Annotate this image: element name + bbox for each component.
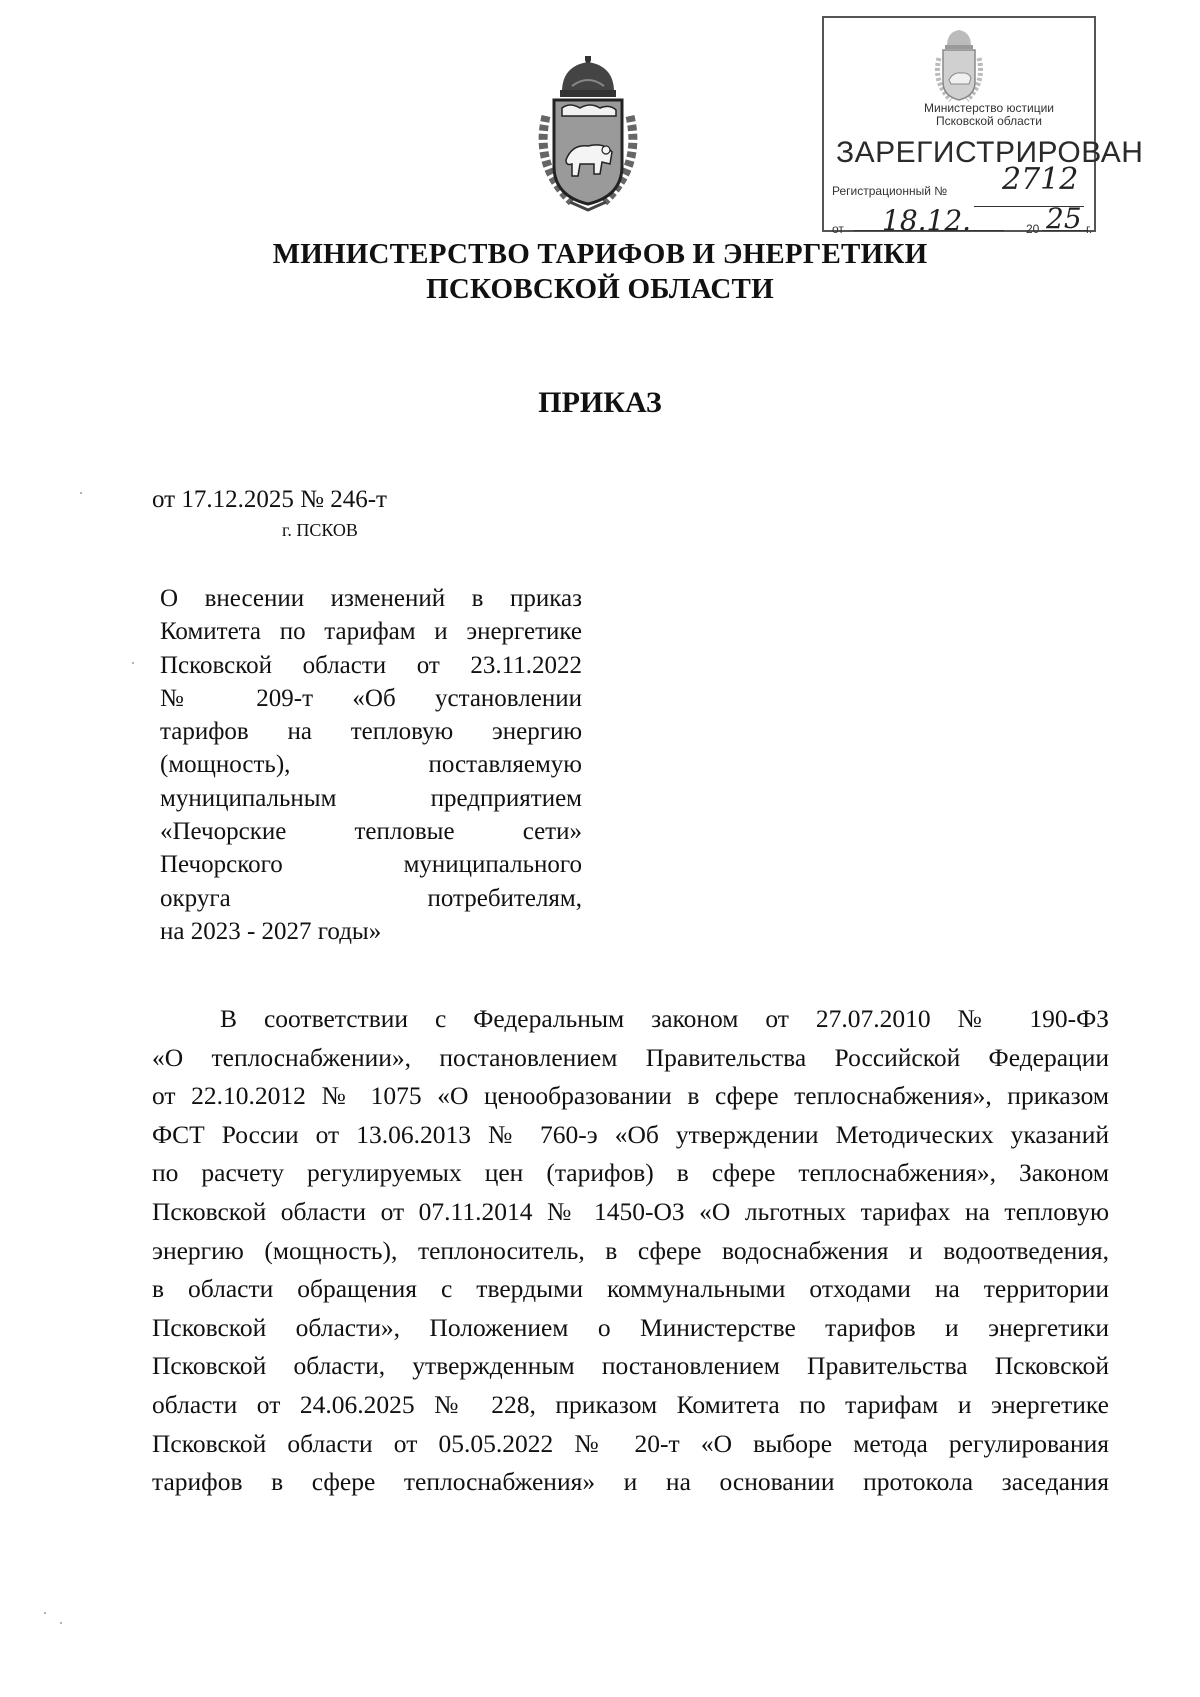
stamp-from-label: от bbox=[832, 222, 844, 236]
scan-speck bbox=[80, 492, 82, 494]
body-line: Псковской области, утвержденным постановлением Правительства Псковской bbox=[152, 1351, 1109, 1381]
document-date-number: от 17.12.2025 № 246-т bbox=[152, 486, 387, 513]
body-line: области от 24.06.2025 № 228, приказом Комитета по тарифам и энергетике bbox=[152, 1389, 1109, 1419]
subject-line: Печорского муниципального bbox=[160, 851, 582, 879]
stamp-year: 25 bbox=[1046, 202, 1082, 235]
stamp-ministry-line1: Министерство юстиции bbox=[924, 101, 1054, 115]
subject-line: № 209-т «Об установлении bbox=[160, 684, 582, 712]
body-line: Псковской области от 05.05.2022 № 20-т «О выборе метода регулирования bbox=[152, 1428, 1109, 1458]
stamp-reg-row bbox=[832, 162, 1079, 198]
scan-speck bbox=[132, 662, 134, 664]
body-line: ФСТ России от 13.06.2013 № 760-э «Об утверждении Методических указаний bbox=[152, 1119, 1109, 1149]
subject-line: Комитета по тарифам и энергетике bbox=[160, 618, 582, 646]
stamp-reg-label: Регистрационный № bbox=[832, 184, 948, 198]
body-line: в области обращения с твердыми коммунальными отходами на территории bbox=[152, 1274, 1109, 1304]
body-line: от 22.10.2012 № 1075 «О ценообразовании в сфере теплоснабжения», приказом bbox=[152, 1081, 1109, 1111]
registration-stamp bbox=[822, 16, 1144, 237]
stamp-date: 18.12. bbox=[882, 204, 972, 237]
organization-name-line1: МИНИСТЕРСТВО ТАРИФОВ И ЭНЕРГЕТИКИ bbox=[272, 238, 928, 270]
stamp-year-suffix: г. bbox=[1086, 222, 1093, 236]
subject-line: на 2023 - 2027 годы» bbox=[160, 917, 382, 945]
stamp-century: 20 bbox=[1026, 222, 1040, 236]
stamp-reg-number: 2712 bbox=[1002, 162, 1079, 197]
scan-speck bbox=[60, 1622, 62, 1624]
stamp-coat-of-arms-icon bbox=[931, 28, 987, 104]
body-line: тарифов в сфере теплоснабжения» и на основании протокола заседания bbox=[152, 1467, 1109, 1497]
stamp-ministry-line2: Псковской области bbox=[936, 114, 1042, 128]
subject-line: (мощность), поставляемую bbox=[160, 751, 582, 779]
scan-speck bbox=[44, 1612, 46, 1614]
subject-line: «Печорские тепловые сети» bbox=[160, 818, 582, 846]
stamp-ministry-name bbox=[824, 102, 1094, 128]
body-line: по расчету регулируемых цен (тарифов) в сфере теплоснабжения», Законом bbox=[152, 1158, 1109, 1188]
body-line: В соответствии с Федеральным законом от 27.07.2010 № 190-ФЗ bbox=[220, 1004, 1109, 1033]
subject-line: муниципальным предприятием bbox=[160, 784, 582, 812]
document-type-title: ПРИКАЗ bbox=[538, 386, 662, 419]
body-line: Псковской области от 07.11.2014 № 1450-ОЗ «О льготных тарифах на тепловую bbox=[152, 1196, 1109, 1226]
subject-line: Псковской области от 23.11.2022 bbox=[160, 651, 582, 679]
document-city: г. ПСКОВ bbox=[282, 520, 358, 540]
organization-name-line2: ПСКОВСКОЙ ОБЛАСТИ bbox=[426, 273, 774, 305]
body-line: Псковской области», Положением о Министерстве тарифов и энергетики bbox=[152, 1312, 1109, 1342]
stamp-year-underline bbox=[1042, 230, 1088, 231]
body-line: «О теплоснабжении», постановлением Правительства Российской Федерации bbox=[152, 1042, 1109, 1072]
stamp-date-underline bbox=[854, 230, 1004, 231]
document-subject bbox=[160, 582, 582, 948]
coat-of-arms-emblem bbox=[532, 56, 644, 212]
stamp-status: ЗАРЕГИСТРИРОВАН bbox=[836, 136, 1144, 169]
body-line: энергию (мощность), теплоноситель, в сфере водоснабжения и водоотведения, bbox=[152, 1235, 1109, 1265]
subject-line: О внесении изменений в приказ bbox=[160, 585, 582, 612]
subject-line: тарифов на тепловую энергию bbox=[160, 718, 582, 746]
document-body bbox=[152, 1000, 1109, 1502]
subject-line: округа потребителям, bbox=[160, 884, 582, 912]
